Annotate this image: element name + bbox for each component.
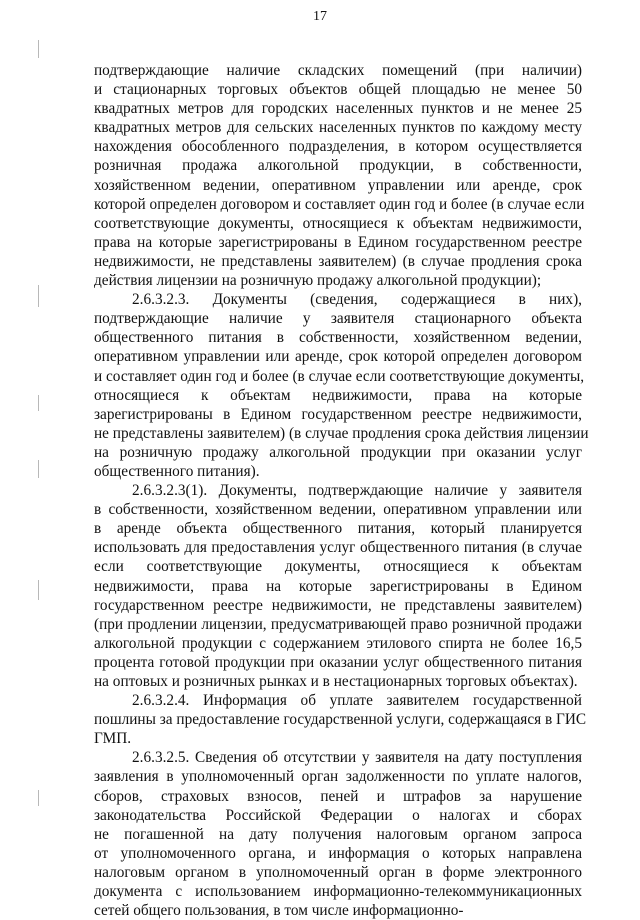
text-line: квадратных метров для городских населенных пунктов и не менее 25 — [94, 100, 582, 118]
text-line: использовать для предоставления услуг общественного питания (в случае — [94, 539, 582, 557]
paragraph — [94, 691, 587, 748]
text-line: 2.6.3.2.4. Информация об уплате заявителем государственной — [132, 692, 582, 710]
text-line: розничная продажа алкогольной продукции, в собственности, — [94, 157, 582, 175]
document-body — [94, 61, 589, 920]
text-line: которой определен договором и составляет один год и более (в случае если — [94, 195, 585, 213]
text-line: на розничную продажу алкогольной продукции при оказании услуг — [94, 443, 582, 461]
text-line: сетей общего пользования, в том числе информационно- — [94, 902, 464, 920]
text-line: на оптовых и розничных рынках и в нестационарных торговых объектах). — [94, 673, 578, 690]
text-line: в собственности, хозяйственном ведении, оперативном управлении или — [94, 501, 582, 519]
margin-tick-mark — [38, 790, 39, 806]
page-number: 17 — [313, 9, 327, 24]
text-line: общественного питания). — [94, 462, 260, 480]
text-line: заявления в уполномоченный орган задолженности по уплате налогов, — [94, 768, 582, 786]
text-line: процента готовой продукции при оказании услуг общественного питания — [94, 653, 582, 671]
text-line: недвижимости, права на которые зарегистрированы в Едином — [94, 577, 582, 595]
text-line: документа с использованием информационно-телекоммуникационных — [94, 883, 582, 901]
text-line: (при продлении лицензии, предусматривающей право розничной продажи — [94, 615, 582, 633]
text-line: от уполномоченного органа, и информация о которых направлена — [94, 844, 582, 862]
text-line: относящиеся к объектам недвижимости, права на которые — [94, 386, 582, 404]
text-line: не представлены заявителем) (в случае продления срока действия лицензии — [94, 424, 589, 442]
text-line: в аренде объекта общественного питания, который планируется — [94, 520, 582, 538]
text-line: подтверждающие наличие складских помещений (при наличии) — [94, 62, 582, 79]
margin-tick-mark — [38, 40, 39, 58]
margin-tick-mark — [38, 395, 39, 411]
margin-tick-mark — [38, 460, 39, 478]
text-line: государственном реестре недвижимости, не представлены заявителем) — [94, 596, 582, 614]
text-line: алкогольной продукции с содержанием этилового спирта не более 16,5 — [94, 634, 582, 652]
text-line: налоговым органом в уполномоченный орган в форме электронного — [94, 863, 582, 881]
paragraph — [94, 748, 582, 920]
text-line: действия лицензии на розничную продажу алкогольной продукции); — [94, 272, 542, 290]
margin-tick-mark — [38, 285, 39, 307]
text-line: 2.6.3.2.3. Документы (сведения, содержащиеся в них), — [132, 291, 582, 309]
text-line: и составляет один год и более (в случае если соответствующие документы, — [94, 367, 585, 385]
text-line: общественного питания в собственности, хозяйственном ведении, — [94, 329, 582, 347]
text-line: нахождения обособленного подразделения, в котором осуществляется — [94, 138, 582, 156]
text-line: зарегистрированы в Едином государственном реестре недвижимости, — [94, 405, 582, 423]
text-line: и стационарных торговых объектов общей площадью не менее 50 — [94, 81, 582, 99]
margin-tick-mark — [38, 580, 39, 600]
text-line: оперативном управлении или аренде, срок которой определен договором — [94, 348, 582, 366]
text-line: недвижимости, не представлены заявителем) (в случае продления срока — [94, 252, 582, 270]
text-line: пошлины за предоставление государственной услуги, содержащаяся в ГИС — [94, 711, 587, 729]
text-line: соответствующие документы, относящиеся к объектам недвижимости, — [94, 214, 582, 232]
text-line: ГМП. — [94, 730, 132, 748]
text-line: хозяйственном ведении, оперативном управлении или аренде, срок — [94, 176, 582, 194]
paragraph — [94, 481, 582, 691]
text-line: 2.6.3.2.5. Сведения об отсутствии у заявителя на дату поступления — [132, 749, 582, 767]
text-line: сборов, страховых взносов, пеней и штрафов за нарушение — [94, 787, 582, 805]
text-line: законодательства Российской Федерации о налогах и сборах — [94, 806, 582, 824]
paragraph — [94, 290, 589, 481]
text-line: подтверждающие наличие у заявителя стационарного объекта — [94, 310, 582, 328]
paragraph — [94, 61, 585, 290]
text-line: не погашенной на дату получения налоговым органом запроса — [94, 825, 582, 843]
text-line: квадратных метров для сельских населенных пунктов по каждому месту — [94, 119, 582, 137]
text-line: права на которые зарегистрированы в Едином государственном реестре — [94, 233, 582, 251]
text-line: если соответствующие документы, относящиеся к объектам — [94, 558, 582, 576]
text-line: 2.6.3.2.3(1). Документы, подтверждающие наличие у заявителя — [132, 482, 582, 500]
